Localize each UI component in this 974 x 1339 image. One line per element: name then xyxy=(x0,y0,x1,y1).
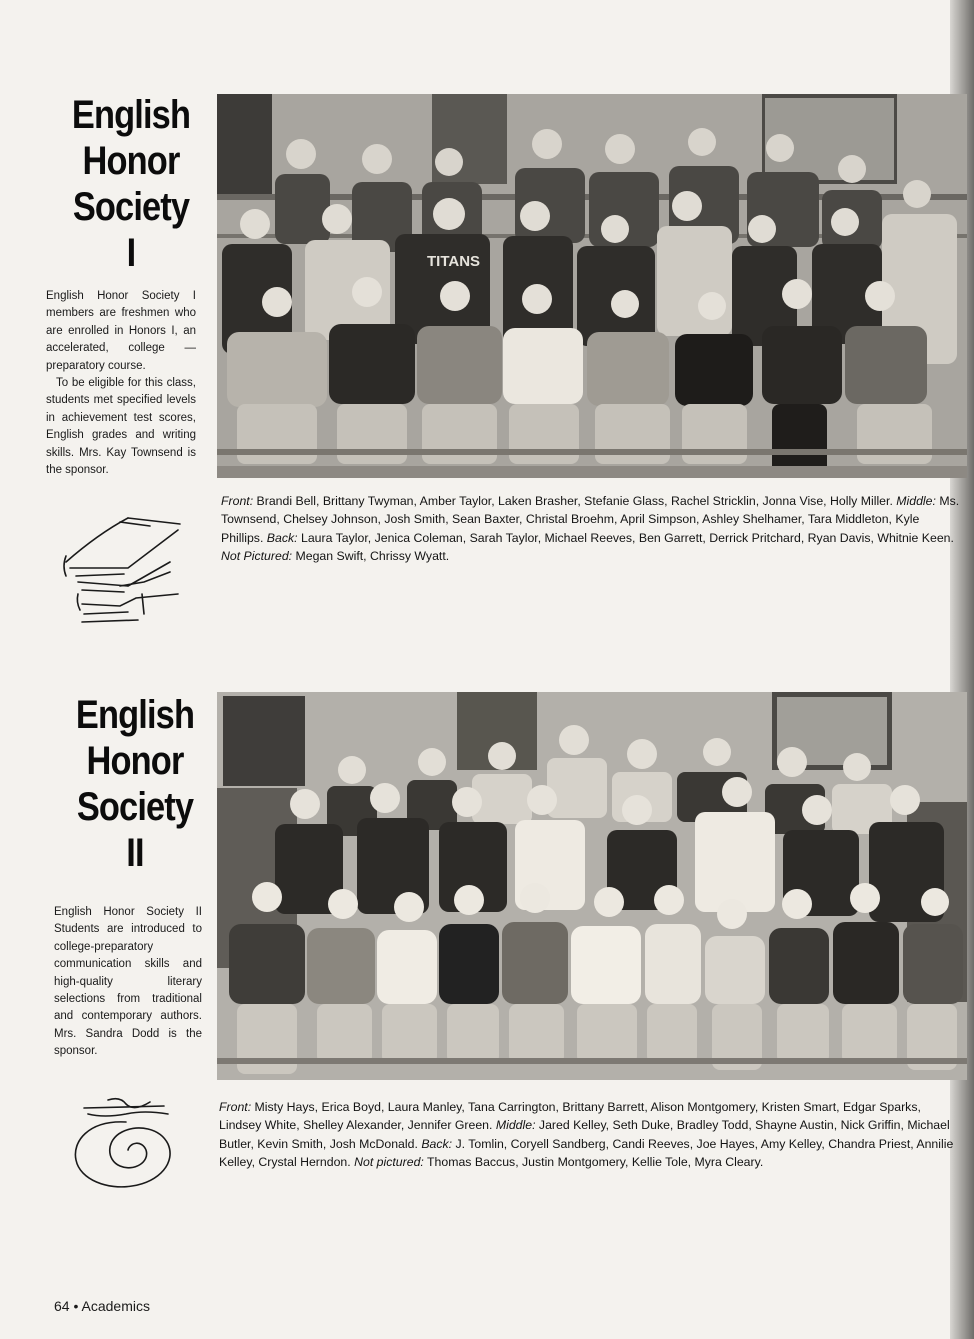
section-title-ehs2 xyxy=(62,692,208,876)
page-number: 64 xyxy=(54,1298,70,1314)
title-line: English xyxy=(71,93,191,137)
caption-names-back: Laura Taylor, Jenica Coleman, Sarah Taylor, Michael Reeves, Ben Garrett, Derrick Pritchard, Ryan Davis, Whitnie Keen. xyxy=(300,530,954,545)
section-name: Academics xyxy=(81,1298,150,1314)
description-paragraph: To be eligible for this class, students met specified levels in achievement test scores, English grades and writing skills. Mrs. Kay Townsend is the sponsor. xyxy=(46,377,196,477)
section-title-ehs1 xyxy=(58,92,204,276)
caption-label-back: Back: xyxy=(266,530,298,545)
stacked-books-icon xyxy=(58,514,188,629)
group-photo-ehs1 xyxy=(217,94,967,478)
description-ehs2 xyxy=(54,904,202,1061)
title-line: Honor xyxy=(86,739,184,783)
shirt-print: TITANS xyxy=(427,253,481,270)
page-footer xyxy=(54,1298,150,1314)
caption-names-not-pictured: Thomas Baccus, Justin Montgomery, Kellie Tole, Myra Cleary. xyxy=(427,1155,764,1170)
bullet-separator: • xyxy=(73,1298,79,1314)
caption-names-not-pictured: Megan Swift, Chrissy Wyatt. xyxy=(295,549,450,564)
description-ehs1 xyxy=(46,288,196,479)
caption-ehs1 xyxy=(221,492,965,566)
caption-label-not-pictured: Not Pictured: xyxy=(221,549,293,564)
title-line: Society xyxy=(72,185,190,229)
title-line: Society xyxy=(76,785,194,829)
caption-names-front: Brandi Bell, Brittany Twyman, Amber Taylor, Laken Brasher, Stefanie Glass, Rachel Stricklin, Jonna Vise, Holly Miller. xyxy=(256,494,893,508)
description-paragraph: English Honor Society I members are freshmen who are enrolled in Honors I, an accelerated, college — preparatory course. xyxy=(46,290,196,372)
description-paragraph: English Honor Society II Students are introduced to college-preparatory communication skills and high-quality literary selections from traditional and contemporary authors. Mrs. Sandra Dodd is the sponsor. xyxy=(54,906,202,1058)
caption-names-back: J. Tomlin, Coryell Sandberg, Candi Reeves, Joe Hayes, Amy Kelley, Chandra Priest, Annilie Kelley, Crystal Herndon. xyxy=(219,1136,954,1170)
caption-label-front: Front: xyxy=(219,1100,252,1114)
caption-ehs2 xyxy=(219,1098,965,1172)
title-line: Honor xyxy=(82,139,180,183)
caption-label-back: Back: xyxy=(421,1136,453,1151)
title-line: English xyxy=(75,693,195,737)
caption-label-front: Front: xyxy=(221,494,254,508)
swirl-icon xyxy=(64,1092,189,1192)
title-line: I xyxy=(126,231,136,275)
caption-names-middle: Ms. Townsend, Chelsey Johnson, Josh Smith, Sean Baxter, Christal Broehm, April Simpson, Ashley Shelhamer, Tara Middleton, Kyle Phillips. xyxy=(221,494,960,545)
caption-names-front: Misty Hays, Erica Boyd, Laura Manley, Tana Carrington, Brittany Barrett, Alison Montgomery, Kristen Smart, Edgar Sparks, Lindsey White, Shelley Alexander, Jennifer Green. xyxy=(219,1100,921,1133)
caption-label-not-pictured: Not pictured: xyxy=(354,1155,424,1170)
caption-label-middle: Middle: xyxy=(495,1118,536,1133)
caption-label-middle: Middle: xyxy=(896,494,936,508)
title-line: II xyxy=(126,831,144,875)
group-photo-ehs2 xyxy=(217,692,967,1080)
caption-names-middle: Jared Kelley, Seth Duke, Bradley Todd, Shayne Austin, Nick Griffin, Michael Butler, Kevin Smith, Josh McDonald. xyxy=(219,1118,950,1151)
